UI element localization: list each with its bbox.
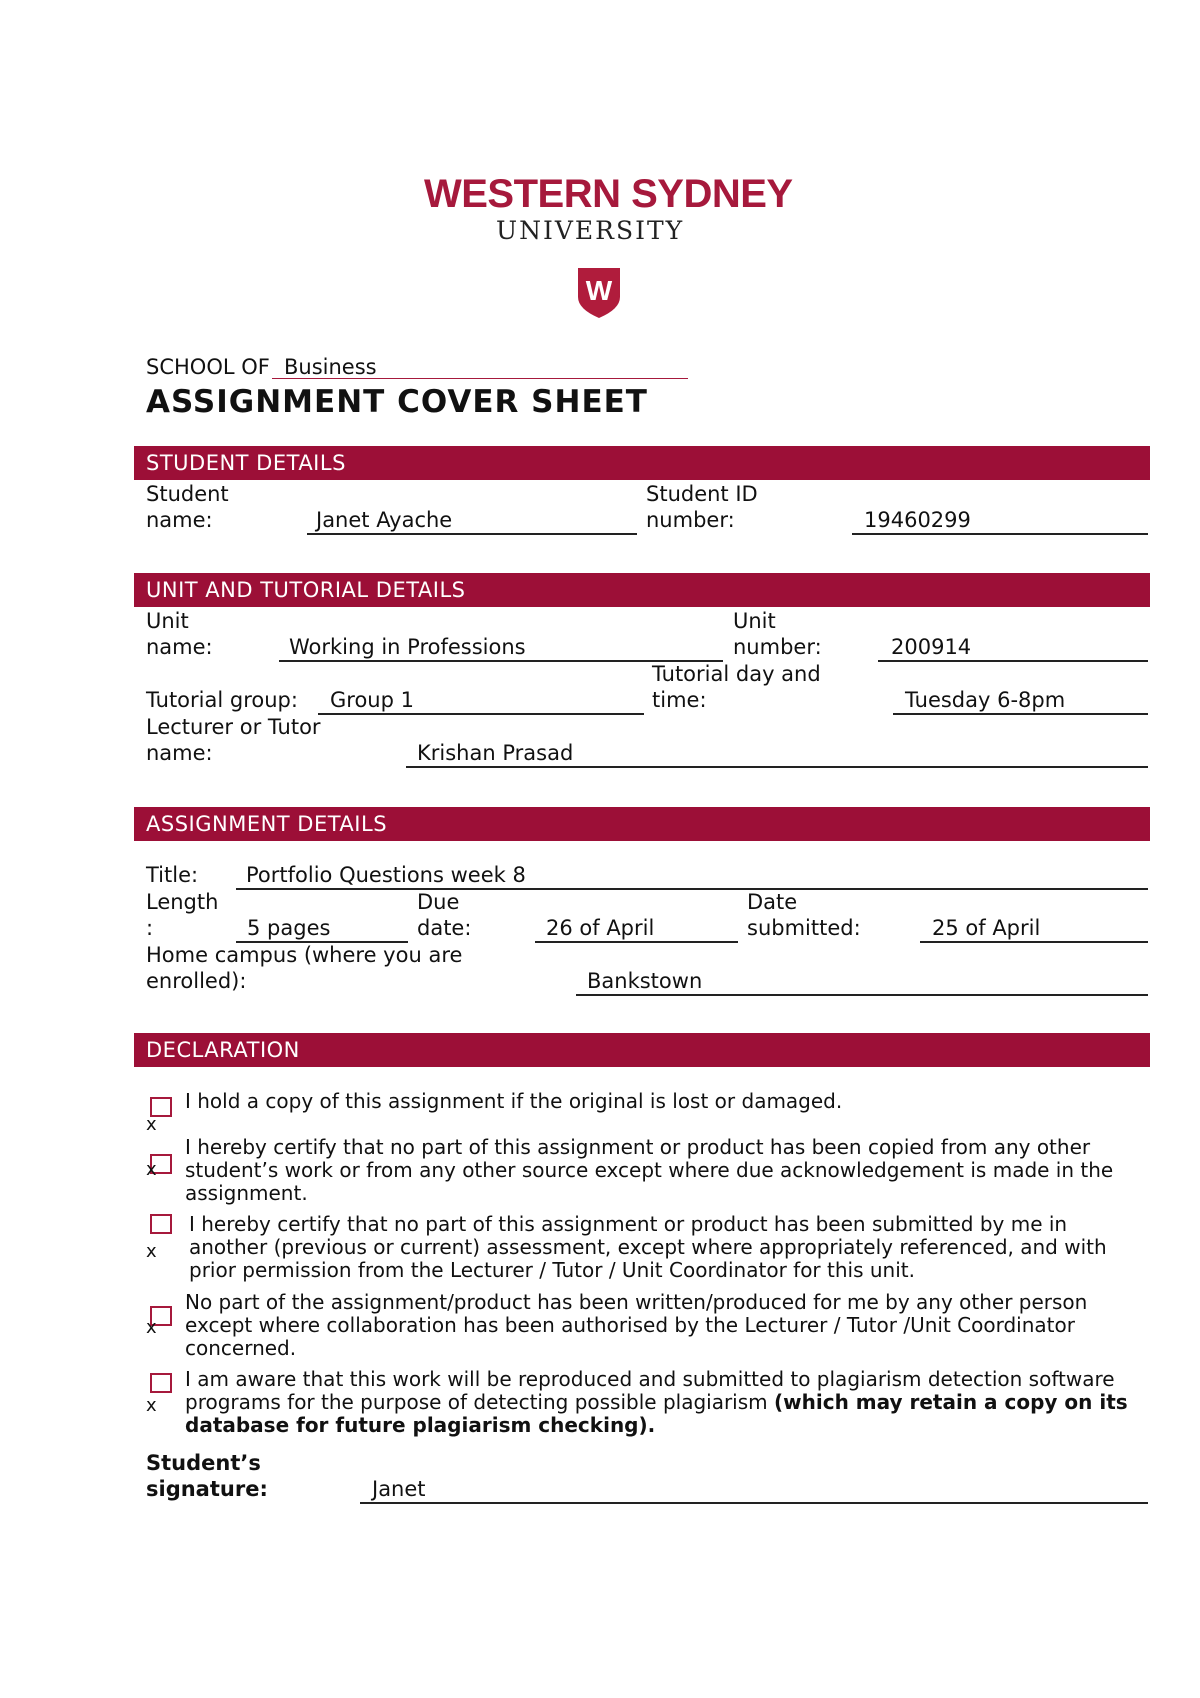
student-name-value[interactable]: Janet Ayache	[316, 508, 453, 532]
student-name-label-2: name:	[146, 508, 213, 532]
unit-name-value[interactable]: Working in Professions	[289, 635, 526, 659]
shield-icon	[577, 267, 621, 319]
unit-name-label-1: Unit	[146, 609, 189, 633]
due-label-2: date:	[417, 916, 472, 940]
student-id-line	[852, 533, 1148, 535]
unit-number-value[interactable]: 200914	[891, 635, 972, 659]
declaration-text-5-plain: I am aware that this work will be reproduced and submitted to plagiarism detection software programs for the purpose of detecting possible plagiarism	[185, 1367, 1115, 1414]
section-header-unit: UNIT AND TUTORIAL DETAILS	[134, 573, 1150, 607]
length-label-1: Length	[146, 890, 219, 914]
submitted-label-2: submitted:	[747, 916, 861, 940]
tutorial-time-label-1: Tutorial day and	[652, 662, 821, 686]
tutorial-group-label: Tutorial group:	[146, 688, 298, 712]
campus-label-1: Home campus (where you are	[146, 943, 463, 967]
signature-label-2: signature:	[146, 1477, 268, 1501]
declaration-text-2: I hereby certify that no part of this assignment or product has been copied from any other student’s work or from any other source except where due acknowledgement is made in the assignment.	[185, 1135, 1114, 1205]
student-name-line	[307, 533, 637, 535]
tutor-value[interactable]: Krishan Prasad	[417, 741, 574, 765]
school-label: SCHOOL OF	[146, 355, 270, 379]
svg-text:W: W	[585, 275, 613, 306]
length-label-2: :	[146, 916, 154, 940]
due-value[interactable]: 26 of April	[546, 916, 655, 940]
declaration-text-5-bold: (which may retain a copy on its database for future plagiarism checking).	[185, 1390, 1128, 1437]
declaration-text-4: No part of the assignment/product has been written/produced for me by any other person except where collaboration has been authorised by the Lecturer / Tutor /Unit Coordinator concerned.	[185, 1290, 1088, 1360]
unit-number-label-2: number:	[733, 635, 822, 659]
unit-number-line	[878, 660, 1148, 662]
logo-name: WESTERN SYDNEY	[424, 172, 793, 216]
declaration-checkbox-5[interactable]	[150, 1373, 172, 1393]
declaration-text-3: I hereby certify that no part of this assignment or product has been submitted by me in another (previous or current) assessment, except where appropriately referenced, and with prior permission from the Lecturer / Tutor / Unit Coordinator for this unit.	[189, 1212, 1107, 1282]
signature-line	[360, 1502, 1148, 1504]
declaration-mark-4: x	[146, 1317, 157, 1338]
student-id-value[interactable]: 19460299	[864, 508, 971, 532]
tutorial-time-label-2: time:	[652, 688, 707, 712]
declaration-mark-1: x	[146, 1114, 157, 1135]
submitted-line	[920, 941, 1148, 943]
assignment-title-label: Title:	[146, 863, 199, 887]
due-label-1: Due	[417, 890, 460, 914]
declaration-mark-3: x	[146, 1241, 157, 1262]
signature-value[interactable]: Janet	[372, 1477, 426, 1501]
declaration-checkbox-3[interactable]	[150, 1214, 172, 1234]
page-title: ASSIGNMENT COVER SHEET	[146, 384, 648, 420]
tutor-line	[406, 766, 1148, 768]
unit-name-label-2: name:	[146, 635, 213, 659]
signature-label-1: Student’s	[146, 1451, 261, 1475]
assignment-title-line	[236, 888, 1148, 890]
student-name-label-1: Student	[146, 482, 229, 506]
school-value: Business	[284, 355, 377, 379]
student-id-label-1: Student ID	[646, 482, 758, 506]
tutor-label-1: Lecturer or Tutor	[146, 715, 321, 739]
assignment-title-value[interactable]: Portfolio Questions week 8	[246, 863, 526, 887]
section-header-student: STUDENT DETAILS	[134, 446, 1150, 480]
declaration-mark-5: x	[146, 1395, 157, 1416]
campus-label-2: enrolled):	[146, 969, 247, 993]
declaration-mark-2: x	[146, 1159, 157, 1180]
school-underline	[272, 378, 688, 379]
due-line	[535, 941, 738, 943]
unit-number-label-1: Unit	[733, 609, 776, 633]
submitted-value[interactable]: 25 of April	[932, 916, 1041, 940]
university-logo	[414, 172, 793, 322]
section-header-declaration: DECLARATION	[134, 1033, 1150, 1067]
section-header-assignment: ASSIGNMENT DETAILS	[134, 807, 1150, 841]
length-value[interactable]: 5 pages	[247, 916, 331, 940]
tutorial-group-value[interactable]: Group 1	[330, 688, 414, 712]
declaration-text-1: I hold a copy of this assignment if the original is lost or damaged.	[185, 1089, 843, 1113]
tutorial-time-line	[893, 713, 1148, 715]
logo-subtitle: UNIVERSITY	[496, 216, 685, 245]
campus-line	[576, 994, 1148, 996]
tutorial-time-value[interactable]: Tuesday 6-8pm	[905, 688, 1066, 712]
tutor-label-2: name:	[146, 741, 213, 765]
student-id-label-2: number:	[646, 508, 735, 532]
declaration-text-5	[185, 1368, 1145, 1437]
campus-value[interactable]: Bankstown	[587, 969, 703, 993]
submitted-label-1: Date	[747, 890, 798, 914]
tutorial-group-line	[318, 713, 644, 715]
